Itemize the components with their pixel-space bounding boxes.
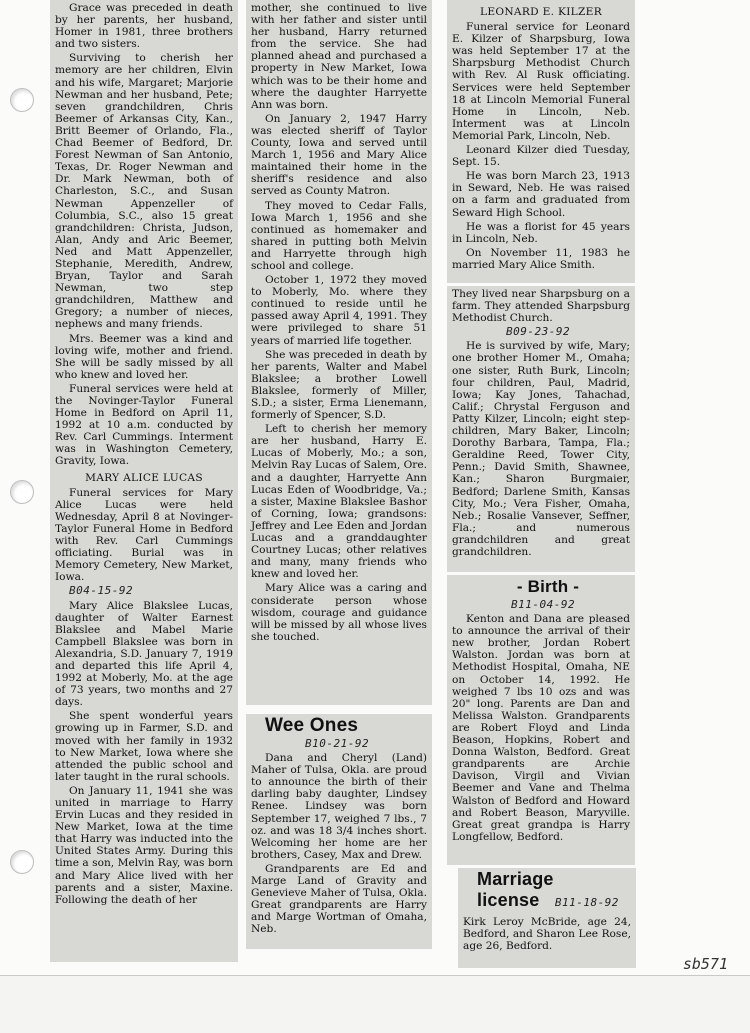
handwritten-date: B09-23-92 [506, 325, 571, 339]
kilzer-paragraph: Funeral service for Leonard E. Kilzer of Sharpsburg, Iowa was held September 17 at the Sharpsburg Methodist Church with Rev. Al Rusk officiating. Services were held September 18 at Lincoln Memorial Funeral Home in Lincoln, Neb. Interment was at Lincoln Memorial Park, Lincoln, Neb. [452, 21, 630, 142]
beemer-paragraph: Mrs. Beemer was a kind and loving wife, mother and friend. She will be sadly missed by all who knew and loved her. [55, 332, 233, 381]
lucas-paragraph: She spent wonderful years growing up in Farmer, S.D. and moved with her family in 1932 to New Market, Iowa where she attended the public school and later taught in the rural schools. [55, 710, 233, 783]
wee-ones-paragraph: Dana and Cheryl (Land) Maher of Tulsa, Okla. are proud to announce the birth of their darling baby daughter, Lindsey Renee. Lindsey was born September 17, weighed 7 lbs., 7 oz. and was 18 3/4 inches short. Welcoming her home are her brothers, Casey, Max and Drew. [251, 752, 427, 861]
marriage-license-clipping [458, 868, 636, 968]
beemer-paragraph: Surviving to cherish her memory are her children, Elvin and his wife, Margaret; Marjorie Newman and her husband, Pete; seven grandchildren, Chris Beemer of Arkansas City, Kan., Britt Beemer of Orlando, Fla., Chad Beemer of Bedford, Dr. Forest Newman of San Antonio, Texas, Dr. Roger Newman and Dr. Mark Newman, both of Charleston, S.C., and Susan Newman Appenzeller of Columbia, S.C., also 15 great grandchildren: Christa, Judson, Alan, Andy and Aric Beemer, Ned and Matt Appenzeller, Stephanie, Meredith, Andrew, Bryan, Taylor and Sarah Newman, two step grandchildren, Matthew and Gregory; a number of nieces, nephews and many friends. [55, 52, 233, 331]
beemer-paragraph: Funeral services were held at the Novinger-Taylor Funeral Home in Bedford on April 11, 1992 at 10 a.m. conducted by Rev. Carl Cummings. Interment was in Washington Cemetery, Gravity, Iowa. [55, 382, 233, 468]
kilzer-paragraph: Leonard Kilzer died Tuesday, Sept. 15. [452, 144, 630, 169]
birth-clipping [447, 575, 635, 865]
lucas-paragraph: October 1, 1972 they moved to Moberly, Mo. where they continued to reside until he passed away April 4, 1991. They were privileged to share 51 years of married life together. [251, 274, 427, 347]
lucas-paragraph: Mary Alice was a caring and considerate person whose wisdom, courage and guidance will be missed by all whose lives she touched. [251, 582, 427, 643]
license-title: license [477, 890, 540, 910]
birth-title: - Birth - [516, 577, 580, 596]
lucas-paragraph: mother, she continued to live with her father and sister until her husband, Harry returned from the service. She had planned ahead and purchased a property in New Market, Iowa which was to be their home and where the daughter Harryette Ann was born. [251, 2, 427, 111]
handwritten-date: B10-21-92 [305, 737, 370, 750]
kilzer-paragraph: He was a florist for 45 years in Lincoln, Neb. [452, 220, 630, 245]
kilzer-paragraph: On November 11, 1983 he married Mary Alice Smith. [452, 246, 630, 271]
binder-hole [10, 850, 34, 874]
lucas-heading: MARY ALICE LUCAS [85, 471, 203, 484]
lucas-paragraph: She was preceded in death by her parents, Walter and Mabel Blakslee; a brother Lowell Blakslee, formerly of Miller, S.D.; a sister, Erma Lienemann, formerly of Spencer, S.D. [251, 348, 427, 422]
marriage-text: Kirk Leroy McBride, age 24, Bedford, and Sharon Lee Rose, age 26, Bedford. [463, 916, 631, 953]
wee-ones-title: Wee Ones [265, 715, 359, 736]
binder-hole [10, 88, 34, 112]
kilzer-paragraph: He was born March 23, 1913 in Seward, Neb. He was raised on a farm and graduated from Seward High School. [452, 170, 630, 219]
lucas-paragraph: Funeral services for Mary Alice Lucas were held Wednesday, April 8 at Novinger-Taylor Funeral Home in Bedford with Rev. Carl Cummings officiating. Burial was in Memory Cemetery, New Market, Iowa. [55, 486, 233, 584]
kilzer-clipping [447, 0, 635, 283]
handwritten-date: B11-04-92 [511, 598, 576, 611]
lucas-paragraph: On January 11, 1941 she was united in marriage to Harry Ervin Lucas and they resided in New Market, Iowa at the time that Harry was inducted into the United States Army. During this time a son, Melvin Ray, was born and Mary Alice lived with her parents and a sister, Maxine. Following the death of her [55, 784, 233, 906]
wee-ones-paragraph: Grandparents are Ed and Marge Land of Gravity and Genevieve Maher of Tulsa, Okla. Great grandparents are Harry and Marge Wortman of Omaha, Neb. [251, 862, 427, 936]
lucas-paragraph: Left to cherish her memory are her husband, Harry E. Lucas of Moberly, Mo.; a son, Melvin Ray Lucas of Salem, Ore. and a daughter, Harryette Ann Lucas Eden of Woodbridge, Va.; a sister, Maxine Blakslee Bashor of Corning, Iowa; grandsons: Jeffrey and Lee Eden and Jordan Lucas and a granddaughter Courtney Lucas; other relatives and many, many friends who knew and loved her. [251, 423, 427, 581]
lucas-paragraph: They moved to Cedar Falls, Iowa March 1, 1956 and she continued as homemaker and shared in putting both Melvin and Harryette through high school and college. [251, 199, 427, 272]
handwritten-date: B11-18-92 [554, 896, 619, 909]
kilzer-clipping-continued [447, 286, 635, 572]
obituary-column-1 [50, 0, 238, 962]
obituary-column-2 [246, 0, 432, 705]
wee-ones-clipping [246, 714, 432, 949]
binder-hole [10, 480, 34, 504]
kilzer-heading: LEONARD E. KILZER [480, 6, 602, 18]
kilzer-paragraph: They lived near Sharpsburg on a farm. They attended Sharpsburg Methodist Church. [452, 288, 630, 325]
handwritten-date: B04-15-92 [69, 584, 134, 598]
lucas-paragraph: On January 2, 1947 Harry was elected sheriff of Taylor County, Iowa and served until March 1, 1956 and Mary Alice maintained their home in the sheriff's residence and also served as County Matron. [251, 112, 427, 198]
birth-paragraph: Kenton and Dana are pleased to announce the arrival of their new brother, Jordan Robert Walston. Jordan was born at Methodist Hospital, Omaha, NE on October 14, 1992. He weighed 7 lbs 10 ozs and was 20" long. Parents are Dan and Melissa Walston. Grandparents are Robert Floyd and Linda Beason, Hopkins, Robert and Donna Walston, Bedford. Great grandparents are Archie Davison, Virgil and Vivian Beemer and Vane and Thelma Walston of Bedford and Howard and Robert Beason, Maryville. Great great grandpa is Harry Longfellow, Bedford. [452, 613, 630, 843]
beemer-paragraph: Grace was preceded in death by her parents, her husband, Homer in 1981, three brothers and two sisters. [55, 2, 233, 51]
kilzer-paragraph: He is survived by wife, Mary; one brother Homer M., Omaha; one sister, Ruth Burk, Lincoln; four children, Paul, Madrid, Iowa; Kay Jones, Tahachad, Calif.; Chrystal Ferguson and Patty Kilzer, Lincoln; eight step-children, Mary Baker, Lincoln; Dorothy Barbara, Tampa, Fla.; Geraldine Reed, Tower City, Penn.; David Smith, Shawnee, Kan.; Sharon Burgmaier, Bedford; Darlene Smith, Kansas City, Mo.; Vera Fisher, Omaha, Neb.; Rosalie Vansever, Seffner, Fla.; and numerous grandchildren and great grandchildren. [452, 340, 630, 558]
page-reference-note: sb571 [682, 955, 728, 973]
marriage-title: Marriage [477, 869, 554, 889]
lucas-paragraph: Mary Alice Blakslee Lucas, daughter of Walter Earnest Blakslee and Mabel Marie Campbell Blakslee was born in Alexandria, S.D. January 7, 1919 and departed this life April 4, 1992 at Moberly, Mo. at the age of 73 years, two months and 27 days. [55, 599, 233, 709]
